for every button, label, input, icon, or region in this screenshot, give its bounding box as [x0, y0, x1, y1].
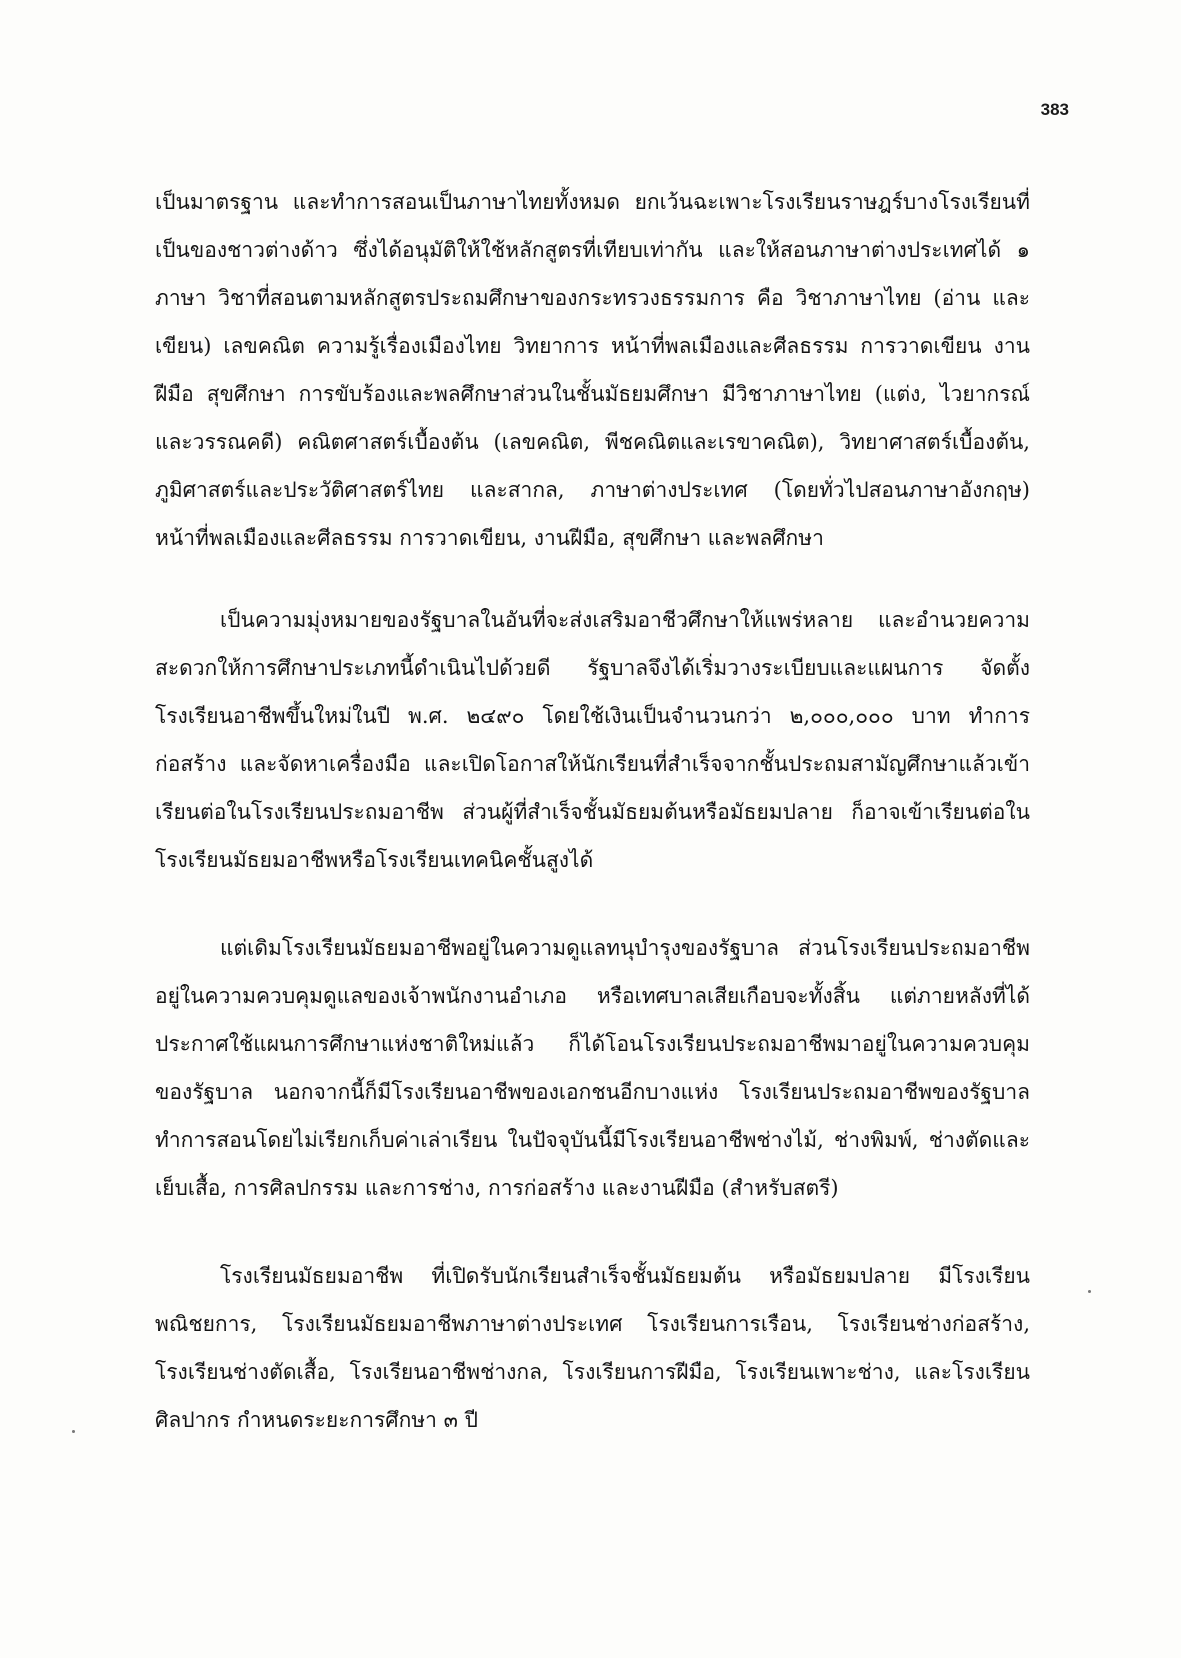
- paragraph-vocational-policy: เป็นความมุ่งหมายของรัฐบาลในอันที่จะส่งเสริมอาชีวศึกษาให้แพร่หลาย และอำนวยความสะดวกให้การศึกษาประเภทนี้ดำเนินไปด้วยดี รัฐบาลจึงได้เริ่มวางระเบียบและแผนการ จัดตั้งโรงเรียนอาชีพขึ้นใหม่ในปี พ.ศ. ๒๔๙๐ โดยใช้เงินเป็นจำนวนกว่า ๒,๐๐๐,๐๐๐ บาท ทำการก่อสร้าง และจัดหาเครื่องมือ และเปิดโอกาสให้นักเรียนที่สำเร็จจากชั้นประถมสามัญศึกษาแล้วเข้าเรียนต่อในโรงเรียนประถมอาชีพ ส่วนผู้ที่สำเร็จชั้นมัธยมต้นหรือมัธยมปลาย ก็อาจเข้าเรียนต่อในโรงเรียนมัธยมอาชีพหรือโรงเรียนเทคนิคชั้นสูงได้: [155, 608, 1030, 872]
- paragraph-curriculum: เป็นมาตรฐาน และทำการสอนเป็นภาษาไทยทั้งหมด ยกเว้นฉะเพาะโรงเรียนราษฎร์บางโรงเรียนที่เป็นของชาวต่างด้าว ซึ่งได้อนุมัติให้ใช้หลักสูตรที่เทียบเท่ากัน และให้สอนภาษาต่างประเทศได้ ๑ ภาษา วิชาที่สอนตามหลักสูตรประถมศึกษาของกระทรวงธรรมการ คือ วิชาภาษาไทย (อ่าน และเขียน) เลขคณิต ความรู้เรื่องเมืองไทย วิทยาการ หน้าที่พลเมืองและศีลธรรม การวาดเขียน งานฝีมือ สุขศึกษา การขับร้องและพลศึกษาส่วนในชั้นมัธยมศึกษา มีวิชาภาษาไทย (แต่ง, ไวยากรณ์และวรรณคดี) คณิตศาสตร์เบื้องต้น (เลขคณิต, พีชคณิตและเรขาคณิต), วิทยาศาสตร์เบื้องต้น, ภูมิศาสตร์และประวัติศาสตร์ไทย และสากล, ภาษาต่างประเทศ (โดยทั่วไปสอนภาษาอังกฤษ) หน้าที่พลเมืองและศีลธรรม การวาดเขียน, งานฝีมือ, สุขศึกษา และพลศึกษา: [155, 190, 1030, 550]
- scan-speck: [72, 1430, 75, 1433]
- body-text: [155, 178, 1030, 1444]
- paragraph-secondary-vocational: โรงเรียนมัธยมอาชีพ ที่เปิดรับนักเรียนสำเร็จชั้นมัธยมต้น หรือมัธยมปลาย มีโรงเรียนพณิชยการ, โรงเรียนมัธยมอาชีพภาษาต่างประเทศ โรงเรียนการเรือน, โรงเรียนช่างก่อสร้าง, โรงเรียนช่างตัดเสื้อ, โรงเรียนอาชีพช่างกล, โรงเรียนการฝีมือ, โรงเรียนเพาะช่าง, และโรงเรียนศิลปากร กำหนดระยะการศึกษา ๓ ปี: [155, 1264, 1030, 1432]
- paragraph-school-administration: แต่เดิมโรงเรียนมัธยมอาชีพอยู่ในความดูแลทนุบำรุงของรัฐบาล ส่วนโรงเรียนประถมอาชีพอยู่ในความควบคุมดูแลของเจ้าพนักงานอำเภอ หรือเทศบาลเสียเกือบจะทั้งสิ้น แต่ภายหลังที่ได้ประกาศใช้แผนการศึกษาแห่งชาติใหม่แล้ว ก็ได้โอนโรงเรียนประถมอาชีพมาอยู่ในความควบคุมของรัฐบาล นอกจากนี้ก็มีโรงเรียนอาชีพของเอกชนอีกบางแห่ง โรงเรียนประถมอาชีพของรัฐบาลทำการสอนโดยไม่เรียกเก็บค่าเล่าเรียน ในปัจจุบันนี้มีโรงเรียนอาชีพช่างไม้, ช่างพิมพ์, ช่างตัดและเย็บเสื้อ, การศิลปกรรม และการช่าง, การก่อสร้าง และงานฝีมือ (สำหรับสตรี): [155, 936, 1030, 1200]
- page-number: 383: [1040, 100, 1069, 119]
- scan-speck: [1088, 1290, 1091, 1293]
